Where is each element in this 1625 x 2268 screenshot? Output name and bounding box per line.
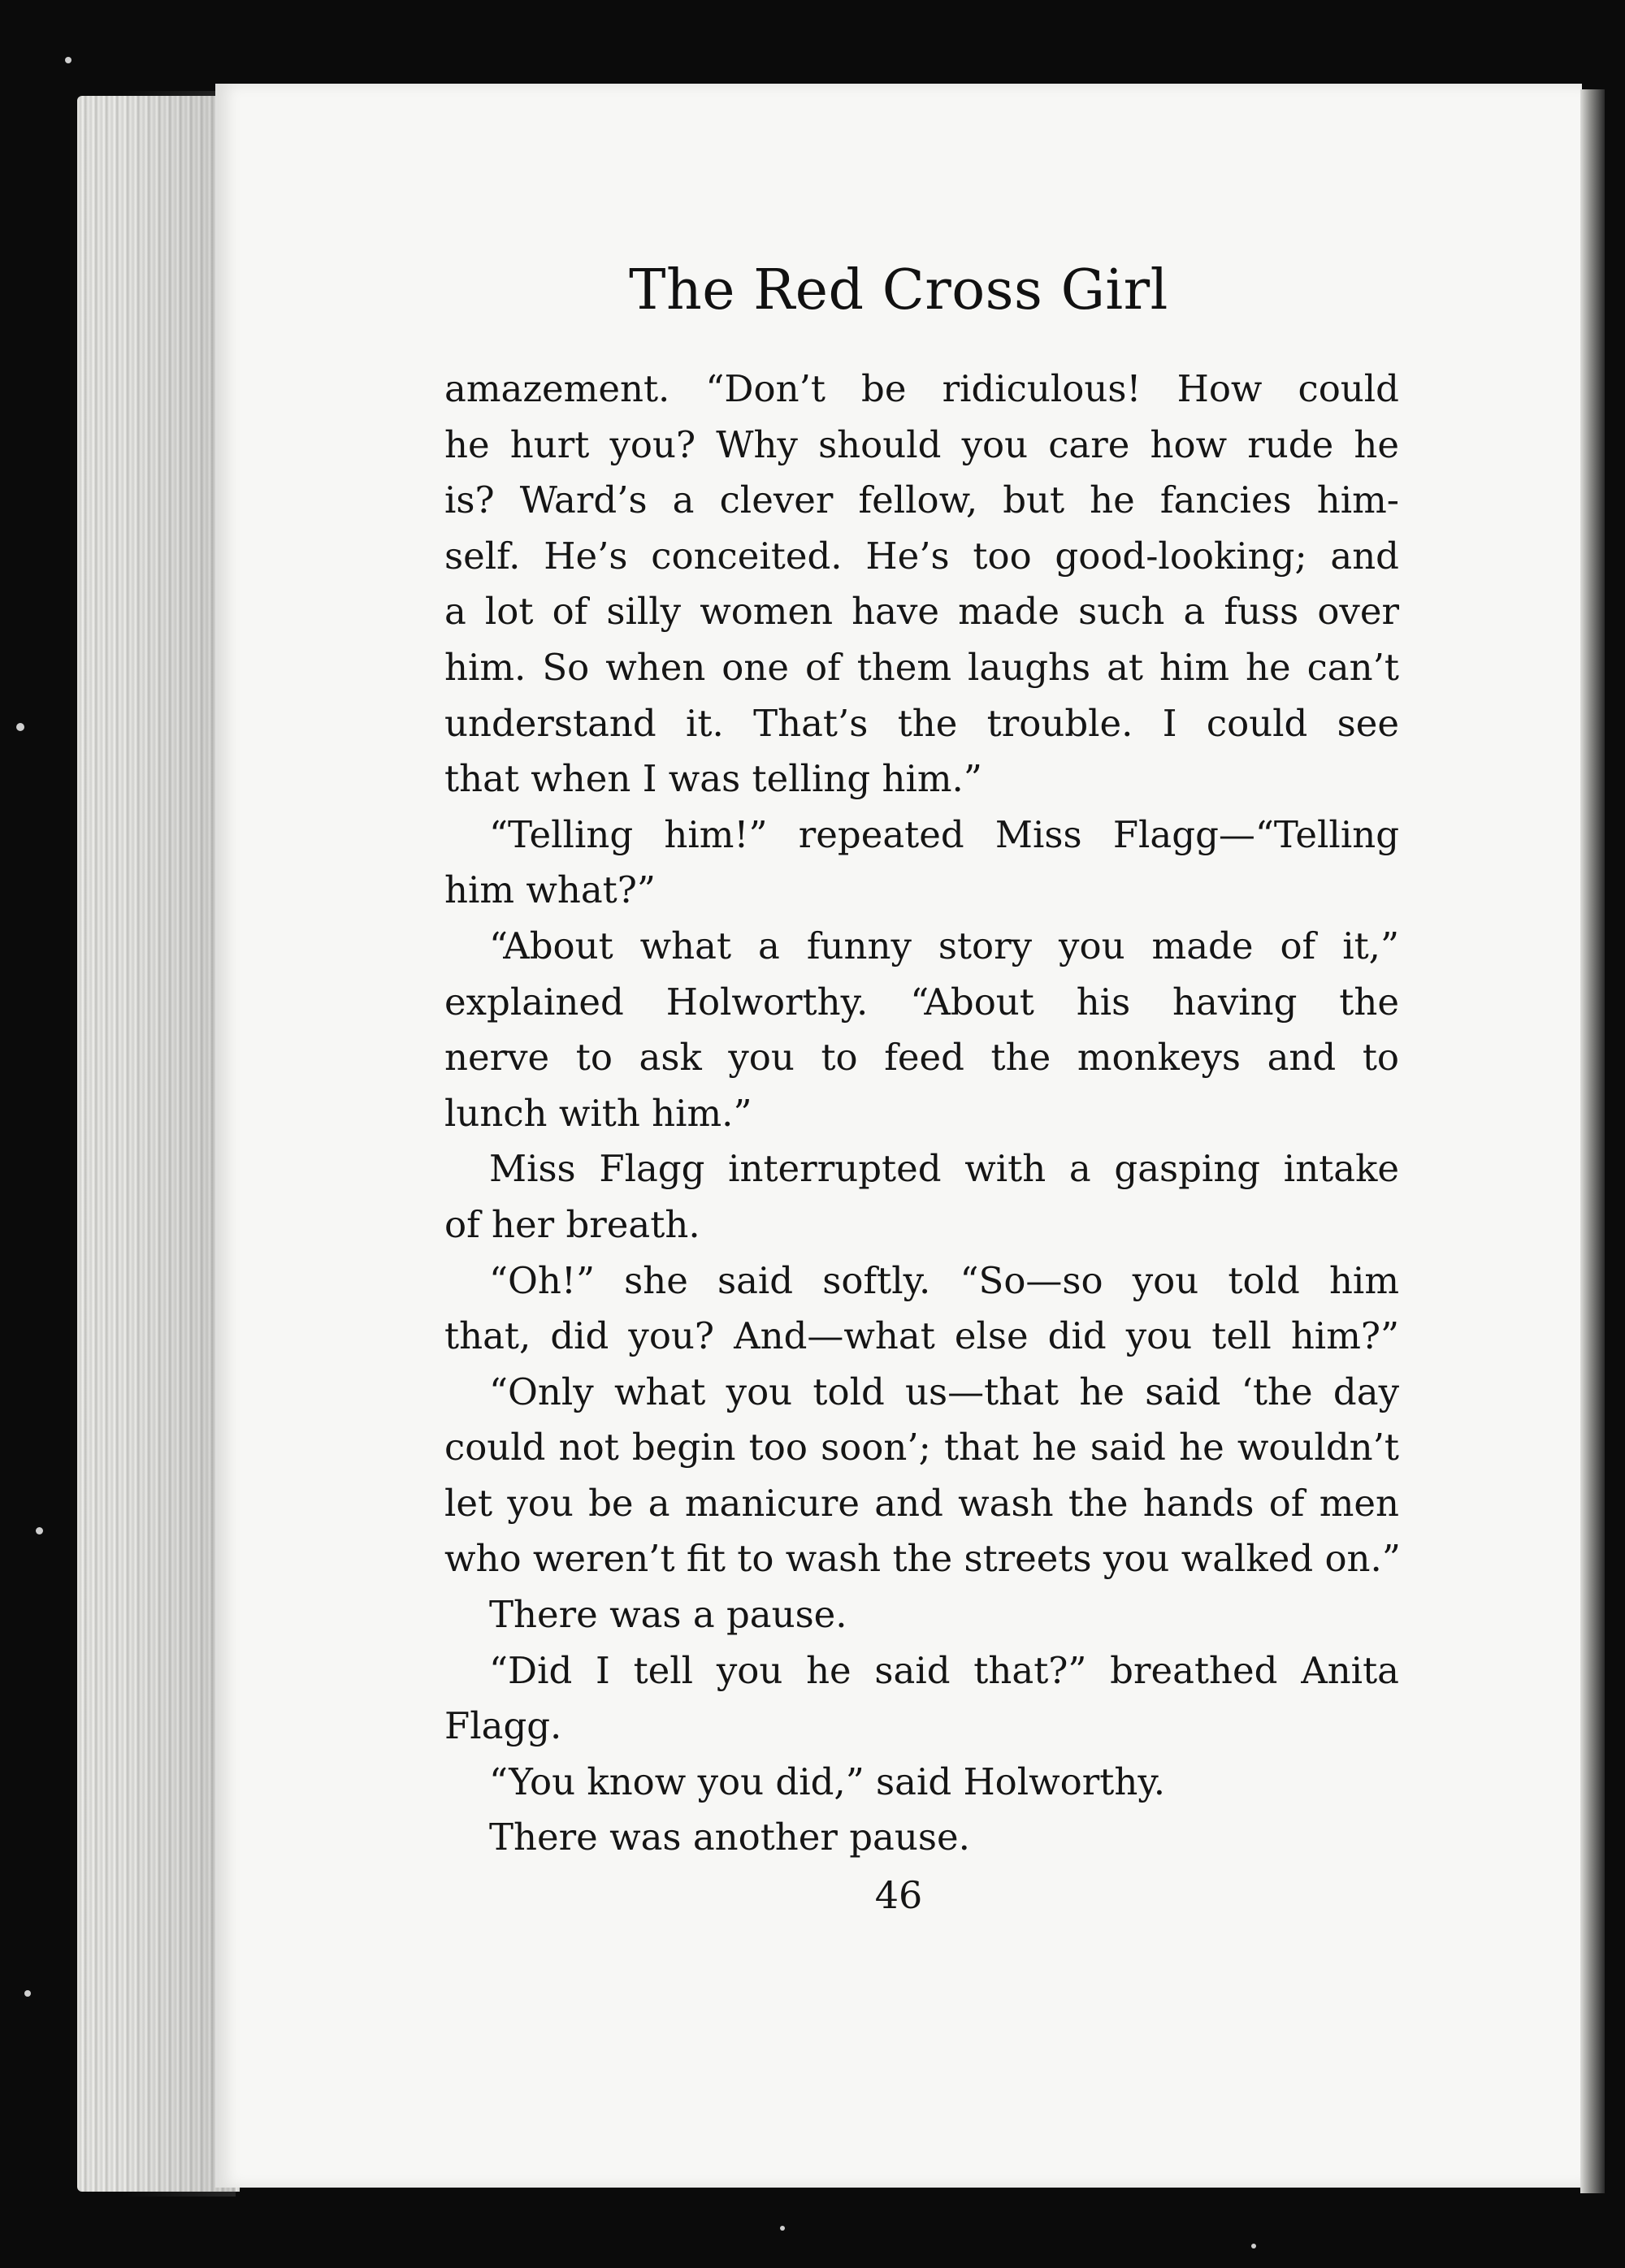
running-head: The Red Cross Girl	[629, 258, 1168, 322]
text-line: There was another pause.	[489, 1816, 970, 1859]
dust-speck	[780, 2226, 785, 2231]
text-line: explained Holworthy. “About his having the	[444, 980, 1399, 1024]
dust-speck	[36, 1527, 43, 1534]
page-number: 46	[874, 1873, 923, 1917]
text-line: understand it. That’s the trouble. I could see	[444, 701, 1399, 745]
text-line: him what?”	[444, 868, 656, 912]
body-text	[444, 361, 1399, 1866]
text-line: “Did I tell you he said that?” breathed Anita	[489, 1648, 1399, 1692]
text-line: that when I was telling him.”	[444, 757, 982, 801]
text-line: “Only what you told us—that he said ‘the day	[489, 1370, 1399, 1413]
dust-speck	[1251, 2244, 1256, 2249]
text-line: “You know you did,” said Holworthy.	[489, 1759, 1166, 1803]
text-line: “Telling him!” repeated Miss Flagg—“Telling	[489, 812, 1399, 856]
text-line: “About what a funny story you made of it,”	[489, 924, 1399, 967]
text-line: of her breath.	[444, 1202, 700, 1246]
text-line: him. So when one of them laughs at him he can’t	[444, 645, 1399, 689]
text-line: could not begin too soon’; that he said he wouldn’t	[444, 1426, 1399, 1469]
text-line: Flagg.	[444, 1704, 562, 1748]
text-line: amazement. “Don’t be ridiculous! How could	[444, 367, 1399, 410]
text-line: who weren’t fit to wash the streets you walked on.”	[444, 1537, 1401, 1581]
dust-speck	[65, 57, 72, 63]
text-line: nerve to ask you to feed the monkeys and to	[444, 1036, 1399, 1080]
text-line: let you be a manicure and wash the hands of men	[444, 1481, 1399, 1525]
page-right-edge	[1580, 89, 1605, 2193]
text-line: lunch with him.”	[444, 1091, 752, 1135]
text-line: that, did you? And—what else did you tell him?”	[444, 1314, 1399, 1358]
dust-speck	[16, 723, 24, 731]
dust-speck	[24, 1990, 31, 1997]
text-line: a lot of silly women have made such a fuss over	[444, 590, 1399, 634]
text-line: Miss Flagg interrupted with a gasping intake	[489, 1147, 1399, 1191]
text-line: is? Ward’s a clever fellow, but he fancies him-	[444, 478, 1399, 522]
text-line: “Oh!” she said softly. “So—so you told him	[489, 1258, 1399, 1302]
text-line: he hurt you? Why should you care how rude he	[444, 422, 1399, 466]
text-line: self. He’s conceited. He’s too good-looking; and	[444, 534, 1399, 578]
text-line: There was a pause.	[489, 1593, 847, 1637]
